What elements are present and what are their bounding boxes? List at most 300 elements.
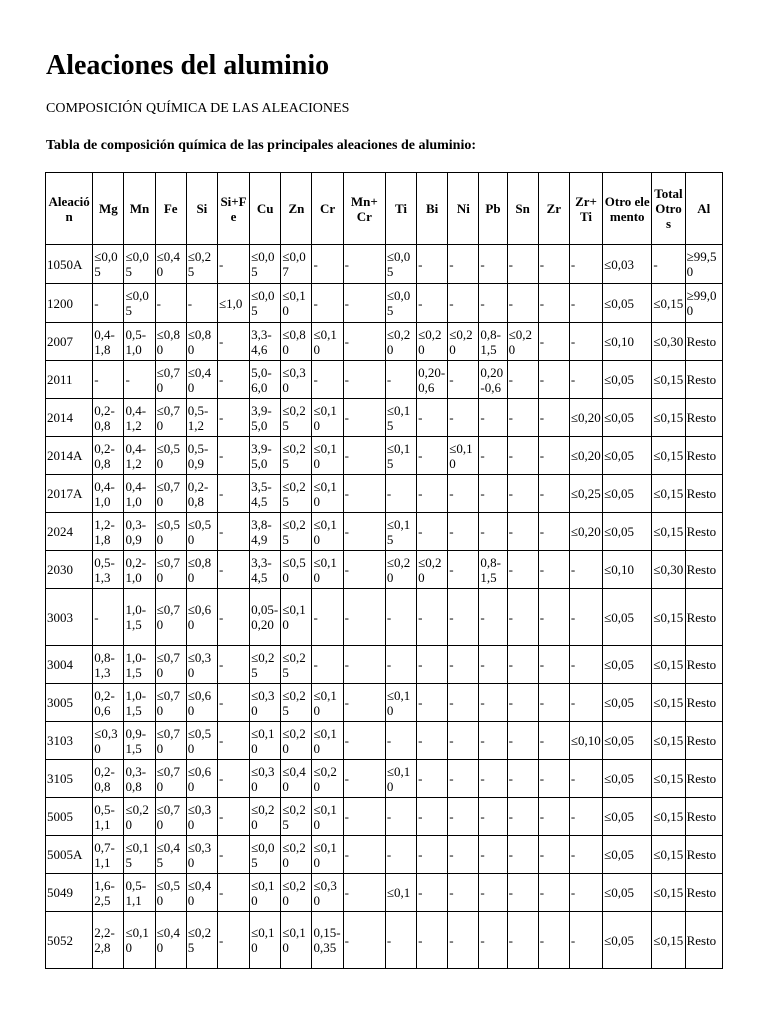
header-cell: Si+Fe <box>217 173 249 245</box>
table-cell: - <box>343 874 385 912</box>
table-cell: ≤0,05 <box>93 245 124 284</box>
table-row <box>46 284 723 323</box>
table-cell: ≤0,15 <box>652 798 685 836</box>
table-cell: - <box>312 589 343 646</box>
table-cell: - <box>217 684 249 722</box>
table-cell: - <box>343 912 385 969</box>
table-cell: - <box>385 836 416 874</box>
table-cell: - <box>343 437 385 475</box>
table-cell: ≤0,10 <box>281 589 312 646</box>
header-cell: Si <box>186 173 217 245</box>
table-cell: 0,5-1,2 <box>186 399 217 437</box>
table-cell: 5,0-6,0 <box>250 361 281 399</box>
table-cell: - <box>569 836 602 874</box>
table-cell: 3,9-5,0 <box>250 399 281 437</box>
table-cell: - <box>343 475 385 513</box>
table-cell: - <box>507 874 538 912</box>
table-cell: 0,8-1,5 <box>479 551 507 589</box>
table-cell: - <box>479 399 507 437</box>
table-cell: ≤0,70 <box>155 760 186 798</box>
table-cell: - <box>507 399 538 437</box>
table-cell: - <box>417 475 448 513</box>
table-cell: 0,5-1,0 <box>124 323 155 361</box>
table-cell: ≤0,10 <box>281 912 312 969</box>
table-cell: ≤0,20 <box>569 437 602 475</box>
table-cell: - <box>417 760 448 798</box>
table-cell: - <box>479 722 507 760</box>
table-cell: - <box>417 399 448 437</box>
table-cell: ≤0,05 <box>250 836 281 874</box>
table-cell: ≤0,80 <box>155 323 186 361</box>
table-row <box>46 361 723 399</box>
table-cell: - <box>569 646 602 684</box>
table-cell: - <box>538 323 569 361</box>
table-cell: - <box>417 589 448 646</box>
table-cell: ≤0,05 <box>603 836 652 874</box>
table-cell: - <box>312 284 343 323</box>
table-cell: - <box>538 646 569 684</box>
table-cell: Resto <box>685 722 722 760</box>
table-cell: ≤0,15 <box>652 646 685 684</box>
header-cell: Al <box>685 173 722 245</box>
table-cell: ≤0,25 <box>281 399 312 437</box>
table-cell: - <box>217 722 249 760</box>
table-cell: 3,3-4,6 <box>250 323 281 361</box>
table-cell: - <box>479 912 507 969</box>
header-cell: Ti <box>385 173 416 245</box>
table-cell: - <box>448 646 479 684</box>
table-cell: Resto <box>685 361 722 399</box>
table-cell: - <box>343 399 385 437</box>
table-cell: ≤0,15 <box>652 874 685 912</box>
table-cell: 3,3-4,5 <box>250 551 281 589</box>
table-cell: - <box>217 589 249 646</box>
table-cell: ≤0,20 <box>569 399 602 437</box>
table-cell: 0,3-0,8 <box>124 760 155 798</box>
table-cell: - <box>569 245 602 284</box>
alloy-cell: 1050A <box>46 245 93 284</box>
table-cell: ≤0,15 <box>652 684 685 722</box>
header-cell: Mn+ Cr <box>343 173 385 245</box>
table-cell: - <box>448 836 479 874</box>
table-cell: 1,6-2,5 <box>93 874 124 912</box>
table-cell: ≤0,15 <box>652 836 685 874</box>
alloy-cell: 5052 <box>46 912 93 969</box>
table-cell: - <box>538 475 569 513</box>
table-cell: - <box>479 437 507 475</box>
table-cell: Resto <box>685 760 722 798</box>
alloy-cell: 2030 <box>46 551 93 589</box>
table-cell: ≤0,05 <box>603 760 652 798</box>
table-cell: ≤0,05 <box>603 722 652 760</box>
header-cell: Cu <box>250 173 281 245</box>
table-cell: ≤0,05 <box>603 912 652 969</box>
table-cell: - <box>448 874 479 912</box>
table-cell: ≤0,20 <box>281 874 312 912</box>
table-cell: - <box>479 684 507 722</box>
table-cell: ≤0,70 <box>155 798 186 836</box>
table-cell: ≤0,25 <box>186 912 217 969</box>
table-cell: ≤0,20 <box>448 323 479 361</box>
table-cell: Resto <box>685 798 722 836</box>
alloy-cell: 3005 <box>46 684 93 722</box>
table-cell: ≤0,10 <box>312 836 343 874</box>
table-cell: ≤0,40 <box>186 361 217 399</box>
table-cell: - <box>569 760 602 798</box>
table-cell: 0,4-1,2 <box>124 437 155 475</box>
table-cell: ≤0,10 <box>312 684 343 722</box>
table-cell: - <box>479 836 507 874</box>
table-cell: - <box>417 684 448 722</box>
table-cell: - <box>652 245 685 284</box>
table-cell: 0,5-1,3 <box>93 551 124 589</box>
table-cell: - <box>569 323 602 361</box>
table-row <box>46 399 723 437</box>
table-cell: ≤0,15 <box>652 513 685 551</box>
table-cell: ≤0,20 <box>385 551 416 589</box>
table-cell: ≤0,05 <box>603 646 652 684</box>
table-cell: ≤0,40 <box>155 245 186 284</box>
table-cell: ≤0,30 <box>250 760 281 798</box>
table-cell: - <box>538 284 569 323</box>
header-cell: Mn <box>124 173 155 245</box>
table-cell: ≤0,50 <box>155 874 186 912</box>
table-cell: - <box>507 836 538 874</box>
table-cell: ≤0,15 <box>652 589 685 646</box>
table-cell: ≤0,15 <box>652 284 685 323</box>
table-cell: - <box>417 912 448 969</box>
table-cell: 0,2-0,8 <box>93 437 124 475</box>
table-cell: ≤0,05 <box>124 284 155 323</box>
table-cell: 0,5-1,1 <box>93 798 124 836</box>
table-cell: ≤0,15 <box>652 361 685 399</box>
table-cell: Resto <box>685 513 722 551</box>
table-cell: - <box>417 722 448 760</box>
table-cell: - <box>417 874 448 912</box>
table-cell: - <box>343 798 385 836</box>
table-row <box>46 836 723 874</box>
table-cell: ≤0,20 <box>312 760 343 798</box>
table-cell: - <box>507 245 538 284</box>
table-row <box>46 589 723 646</box>
table-cell: ≤0,10 <box>124 912 155 969</box>
table-cell: ≤0,10 <box>448 437 479 475</box>
header-cell: Bi <box>417 173 448 245</box>
table-cell: - <box>417 437 448 475</box>
table-cell: - <box>217 475 249 513</box>
table-cell: ≤0,30 <box>652 551 685 589</box>
table-cell: - <box>312 361 343 399</box>
table-cell: - <box>479 874 507 912</box>
table-row <box>46 760 723 798</box>
table-cell: - <box>417 245 448 284</box>
table-row <box>46 323 723 361</box>
table-cell: ≤0,50 <box>155 437 186 475</box>
table-cell: ≥99,50 <box>685 245 722 284</box>
table-cell: ≤0,03 <box>603 245 652 284</box>
composition-table <box>45 172 723 969</box>
table-cell: ≤0,25 <box>281 646 312 684</box>
alloy-cell: 1200 <box>46 284 93 323</box>
table-cell: 1,0-1,5 <box>124 589 155 646</box>
table-cell: - <box>186 284 217 323</box>
table-cell: - <box>385 589 416 646</box>
table-row <box>46 798 723 836</box>
table-cell: - <box>343 836 385 874</box>
table-cell: - <box>569 551 602 589</box>
table-cell: ≤0,40 <box>281 760 312 798</box>
table-cell: ≥99,00 <box>685 284 722 323</box>
table-cell: ≤0,10 <box>312 437 343 475</box>
table-row <box>46 874 723 912</box>
table-cell: - <box>312 245 343 284</box>
table-cell: ≤0,15 <box>652 912 685 969</box>
table-cell: 0,4-1,0 <box>93 475 124 513</box>
table-cell: ≤0,25 <box>281 798 312 836</box>
table-cell: - <box>507 760 538 798</box>
table-cell: 0,2-0,6 <box>93 684 124 722</box>
table-cell: ≤0,15 <box>652 722 685 760</box>
table-cell: - <box>448 284 479 323</box>
table-cell: ≤0,10 <box>385 760 416 798</box>
table-cell: ≤0,15 <box>385 399 416 437</box>
table-cell: - <box>538 551 569 589</box>
table-cell: 0,4-1,2 <box>124 399 155 437</box>
table-caption: Tabla de composición química de las principales aleaciones de aluminio: <box>46 138 477 153</box>
table-cell: ≤0,80 <box>281 323 312 361</box>
table-cell: ≤0,30 <box>281 361 312 399</box>
alloy-cell: 5005 <box>46 798 93 836</box>
table-cell: Resto <box>685 912 722 969</box>
table-cell: ≤0,1 <box>385 874 416 912</box>
table-cell: - <box>417 646 448 684</box>
table-cell: - <box>124 361 155 399</box>
table-cell: 0,2-0,8 <box>93 399 124 437</box>
table-cell: ≤0,25 <box>281 437 312 475</box>
table-cell: - <box>569 912 602 969</box>
table-cell: ≤0,30 <box>250 684 281 722</box>
table-cell: ≤0,05 <box>250 284 281 323</box>
alloy-cell: 2007 <box>46 323 93 361</box>
table-cell: - <box>569 361 602 399</box>
table-row <box>46 475 723 513</box>
table-cell: ≤0,80 <box>186 323 217 361</box>
table-cell: - <box>538 874 569 912</box>
table-cell: 1,0-1,5 <box>124 684 155 722</box>
table-cell: - <box>448 684 479 722</box>
table-cell: ≤0,10 <box>312 475 343 513</box>
table-row <box>46 684 723 722</box>
table-row <box>46 513 723 551</box>
table-cell: ≤0,10 <box>569 722 602 760</box>
table-cell: ≤0,10 <box>312 399 343 437</box>
table-cell: - <box>507 437 538 475</box>
table-cell: ≤0,70 <box>155 399 186 437</box>
table-cell: - <box>417 284 448 323</box>
table-cell: ≤0,05 <box>603 361 652 399</box>
table-cell: ≤0,60 <box>186 760 217 798</box>
table-cell: - <box>343 284 385 323</box>
alloy-cell: 3004 <box>46 646 93 684</box>
table-cell: - <box>479 589 507 646</box>
table-cell: ≤0,10 <box>250 874 281 912</box>
table-cell: 0,2-0,8 <box>93 760 124 798</box>
table-cell: 0,3-0,9 <box>124 513 155 551</box>
table-cell: - <box>538 684 569 722</box>
table-cell: - <box>448 760 479 798</box>
page-title: Aleaciones del aluminio <box>46 50 330 81</box>
table-cell: ≤0,10 <box>250 722 281 760</box>
table-cell: Resto <box>685 646 722 684</box>
table-cell: - <box>217 437 249 475</box>
table-cell: ≤0,05 <box>603 437 652 475</box>
table-cell: 0,7-1,1 <box>93 836 124 874</box>
table-cell: ≤0,20 <box>124 798 155 836</box>
table-cell: Resto <box>685 589 722 646</box>
table-cell: - <box>538 722 569 760</box>
table-cell: 3,9-5,0 <box>250 437 281 475</box>
table-cell: - <box>343 646 385 684</box>
table-cell: 0,8-1,5 <box>479 323 507 361</box>
table-cell: ≤0,05 <box>603 284 652 323</box>
table-cell: 0,8-1,3 <box>93 646 124 684</box>
table-cell: - <box>507 284 538 323</box>
table-cell: - <box>385 722 416 760</box>
table-cell: ≤0,15 <box>652 760 685 798</box>
table-cell: - <box>343 361 385 399</box>
alloy-cell: 2024 <box>46 513 93 551</box>
table-cell: - <box>507 475 538 513</box>
table-cell: ≤1,0 <box>217 284 249 323</box>
table-cell: - <box>217 836 249 874</box>
table-cell: 0,20-0,6 <box>417 361 448 399</box>
table-cell: 0,2-0,8 <box>186 475 217 513</box>
table-cell: ≤0,20 <box>417 323 448 361</box>
table-cell: - <box>93 361 124 399</box>
table-cell: ≤0,05 <box>603 513 652 551</box>
table-cell: - <box>479 646 507 684</box>
table-cell: Resto <box>685 437 722 475</box>
table-cell: 0,4-1,0 <box>124 475 155 513</box>
table-cell: - <box>538 912 569 969</box>
table-cell: - <box>417 836 448 874</box>
table-cell: - <box>343 323 385 361</box>
alloy-cell: 3103 <box>46 722 93 760</box>
table-cell: ≤0,30 <box>93 722 124 760</box>
alloy-cell: 2014A <box>46 437 93 475</box>
table-cell: - <box>538 760 569 798</box>
table-cell: ≤0,05 <box>385 284 416 323</box>
table-cell: - <box>448 245 479 284</box>
table-cell: - <box>569 684 602 722</box>
table-cell: - <box>448 589 479 646</box>
header-cell: Pb <box>479 173 507 245</box>
table-cell: ≤0,30 <box>186 646 217 684</box>
table-cell: ≤0,40 <box>155 912 186 969</box>
table-cell: - <box>479 513 507 551</box>
table-cell: ≤0,25 <box>569 475 602 513</box>
table-cell: ≤0,10 <box>312 323 343 361</box>
table-cell: ≤0,10 <box>385 684 416 722</box>
table-cell: - <box>217 551 249 589</box>
alloy-cell: 3105 <box>46 760 93 798</box>
table-cell: 0,9-1,5 <box>124 722 155 760</box>
table-cell: - <box>507 589 538 646</box>
table-cell: - <box>448 912 479 969</box>
table-body <box>46 245 723 969</box>
table-cell: ≤0,50 <box>186 722 217 760</box>
table-cell: - <box>538 245 569 284</box>
table-cell: - <box>448 513 479 551</box>
header-cell: Otro elemento <box>603 173 652 245</box>
table-cell: ≤0,50 <box>281 551 312 589</box>
table-cell: - <box>343 589 385 646</box>
header-cell: Zr+ Ti <box>569 173 602 245</box>
header-cell: Mg <box>93 173 124 245</box>
table-cell: - <box>507 361 538 399</box>
table-cell: ≤0,40 <box>186 874 217 912</box>
table-cell: - <box>479 245 507 284</box>
table-cell: - <box>538 437 569 475</box>
table-cell: - <box>343 684 385 722</box>
table-cell: - <box>479 760 507 798</box>
alloy-cell: 3003 <box>46 589 93 646</box>
table-cell: 0,4-1,8 <box>93 323 124 361</box>
section-subtitle: COMPOSICIÓN QUÍMICA DE LAS ALEACIONES <box>46 101 350 116</box>
table-cell: - <box>448 798 479 836</box>
table-cell: - <box>448 722 479 760</box>
table-cell: ≤0,15 <box>652 437 685 475</box>
table-cell: ≤0,70 <box>155 475 186 513</box>
header-cell: Zr <box>538 173 569 245</box>
table-cell: ≤0,70 <box>155 684 186 722</box>
table-cell: ≤0,80 <box>186 551 217 589</box>
table-cell: - <box>343 551 385 589</box>
table-cell: ≤0,10 <box>603 551 652 589</box>
table-cell: - <box>538 798 569 836</box>
table-cell: - <box>217 646 249 684</box>
table-cell: ≤0,70 <box>155 589 186 646</box>
table-cell: ≤0,30 <box>186 798 217 836</box>
table-cell: - <box>569 284 602 323</box>
table-cell: ≤0,20 <box>385 323 416 361</box>
table-cell: ≤0,20 <box>281 722 312 760</box>
table-cell: ≤0,15 <box>652 399 685 437</box>
table-cell: - <box>448 475 479 513</box>
table-cell: 3,5-4,5 <box>250 475 281 513</box>
table-cell: - <box>385 361 416 399</box>
table-cell: ≤0,15 <box>652 475 685 513</box>
table-cell: ≤0,10 <box>312 513 343 551</box>
table-cell: - <box>448 361 479 399</box>
table-cell: - <box>385 646 416 684</box>
table-cell: ≤0,05 <box>603 874 652 912</box>
table-cell: - <box>343 245 385 284</box>
header-cell: Sn <box>507 173 538 245</box>
table-cell: 3,8-4,9 <box>250 513 281 551</box>
table-cell: ≤0,05 <box>603 475 652 513</box>
table-cell: ≤0,60 <box>186 684 217 722</box>
header-cell: Ni <box>448 173 479 245</box>
table-cell: - <box>217 874 249 912</box>
table-cell: - <box>507 513 538 551</box>
table-cell: - <box>217 399 249 437</box>
table-cell: - <box>538 513 569 551</box>
table-cell: 0,15-0,35 <box>312 912 343 969</box>
table-cell: - <box>538 361 569 399</box>
table-cell: - <box>448 399 479 437</box>
table-cell: - <box>538 836 569 874</box>
